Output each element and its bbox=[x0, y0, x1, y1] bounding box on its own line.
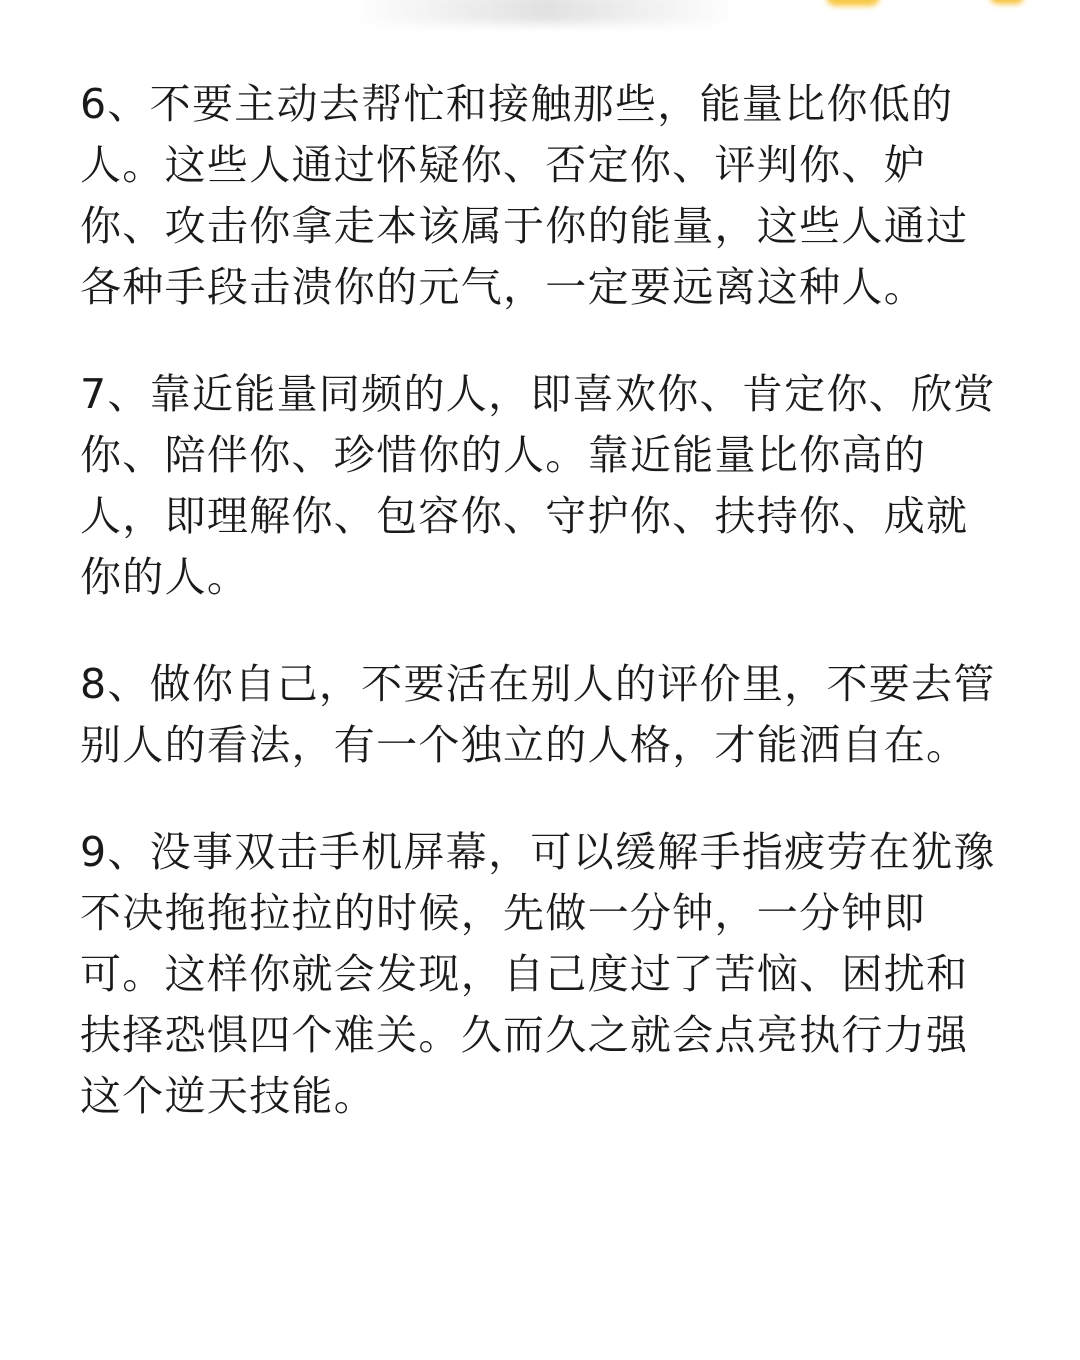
cropped-header-strip bbox=[0, 0, 1080, 34]
yellow-badge-shape bbox=[826, 0, 880, 6]
article-body bbox=[80, 74, 1000, 1173]
yellow-corner-shape bbox=[990, 0, 1024, 4]
paragraph-8: 8、做你自己，不要活在别人的评价里，不要去管别人的看法，有一个独立的人格，才能洒自在。 bbox=[80, 660, 996, 769]
paragraph-6: 6、不要主动去帮忙和接触那些，能量比你低的人。这些人通过怀疑你、否定你、评判你、妒你、攻击你拿走本该属于你的能量，这些人通过各种手段击溃你的元气，一定要远离这种人。 bbox=[80, 80, 969, 311]
paragraph-9: 9、没事双击手机屏幕，可以缓解手指疲劳在犹豫不决拖拖拉拉的时候，先做一分钟，一分钟即可。这样你就会发现，自己度过了苦恼、困扰和扶择恐惧四个难关。久而久之就会点亮执行力强这个逆天技能。 bbox=[80, 828, 996, 1120]
blurred-header-text bbox=[350, 0, 740, 24]
paragraph-7: 7、靠近能量同频的人，即喜欢你、肯定你、欣赏你、陪伴你、珍惜你的人。靠近能量比你高的人，即理解你、包容你、守护你、扶持你、成就你的人。 bbox=[80, 370, 996, 601]
